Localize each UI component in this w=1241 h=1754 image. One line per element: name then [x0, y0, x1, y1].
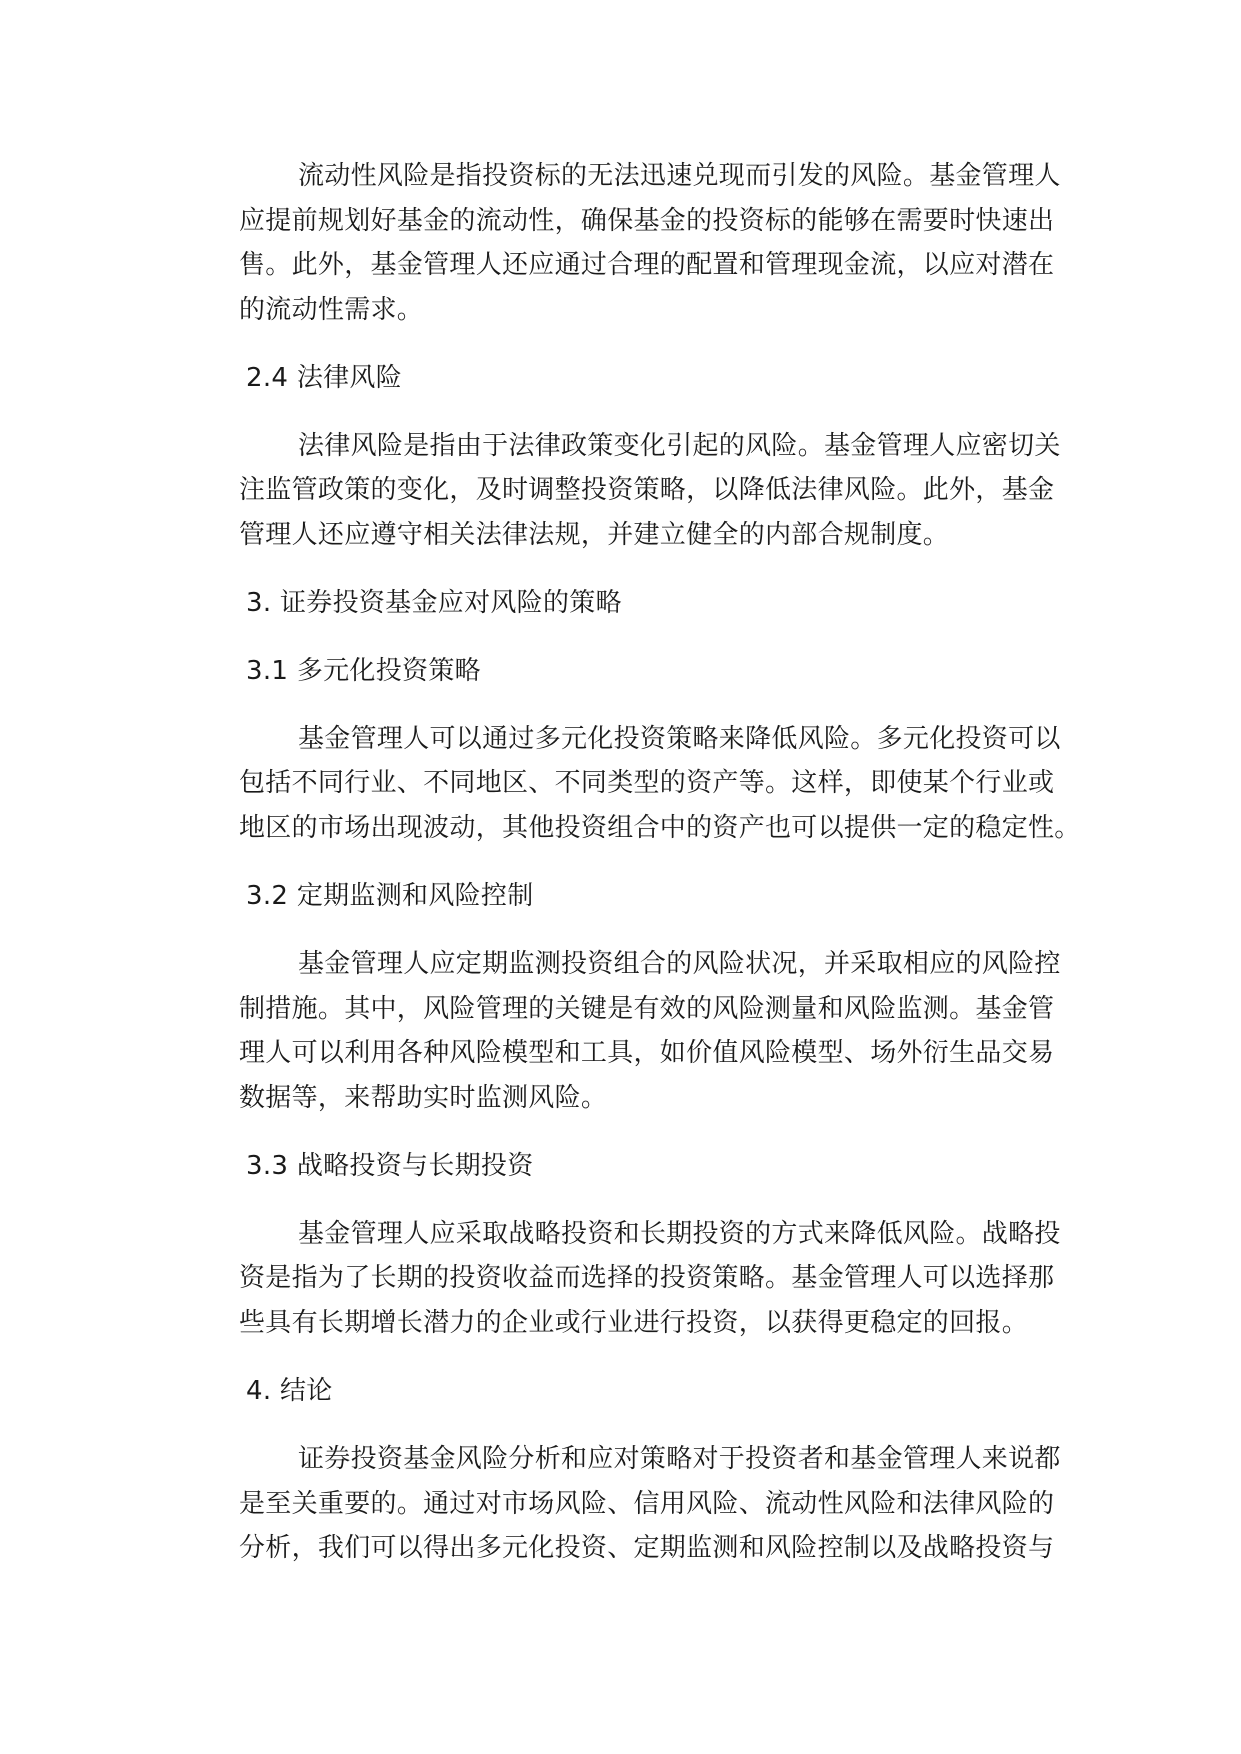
- paragraph-line: 法律风险是指由于法律政策变化引起的风险。基金管理人应密切关: [298, 430, 1061, 461]
- section-heading-3: 3. 证券投资基金应对风险的策略: [246, 587, 622, 618]
- paragraph-monitoring: [187, 942, 1067, 1120]
- paragraph-line: 应提前规划好基金的流动性，确保基金的投资标的能够在需要时快速出: [239, 205, 1055, 236]
- section-heading-3-2: 3.2 定期监测和风险控制: [246, 881, 534, 912]
- paragraph-line: 资是指为了长期的投资收益而选择的投资策略。基金管理人可以选择那: [239, 1263, 1055, 1294]
- paragraph-line: 地区的市场出现波动，其他投资组合中的资产也可以提供一定的稳定性。: [239, 813, 1081, 844]
- section-heading-2-4: 2.4 法律风险: [246, 362, 403, 393]
- paragraph-line: 分析，我们可以得出多元化投资、定期监测和风险控制以及战略投资与: [239, 1533, 1055, 1564]
- document-body: [187, 154, 1081, 1594]
- paragraph-line: 是至关重要的。通过对市场风险、信用风险、流动性风险和法律风险的: [239, 1488, 1055, 1519]
- section-heading-4: 4. 结论: [246, 1375, 333, 1406]
- paragraph-line: 理人可以利用各种风险模型和工具，如价值风险模型、场外衍生品交易: [239, 1038, 1055, 1069]
- paragraph-line: 流动性风险是指投资标的无法迅速兑现而引发的风险。基金管理人: [298, 161, 1061, 191]
- paragraph-line: 数据等，来帮助实时监测风险。: [239, 1082, 608, 1113]
- paragraph-line: 基金管理人可以通过多元化投资策略来降低风险。多元化投资可以: [298, 723, 1061, 754]
- paragraph-line: 管理人还应遵守相关法律法规，并建立健全的内部合规制度。: [239, 519, 950, 550]
- paragraph-line: 基金管理人应采取战略投资和长期投资的方式来降低风险。战略投: [298, 1218, 1061, 1249]
- paragraph-conclusion: [187, 1437, 1067, 1571]
- paragraph-liquidity-risk: [187, 154, 1067, 332]
- paragraph-line: 些具有长期增长潜力的企业或行业进行投资，以获得更稳定的回报。: [239, 1307, 1029, 1338]
- section-heading-3-1: 3.1 多元化投资策略: [246, 655, 481, 686]
- paragraph-line: 基金管理人应定期监测投资组合的风险状况，并采取相应的风险控: [298, 949, 1061, 980]
- paragraph-line: 的流动性需求。: [239, 294, 424, 325]
- paragraph-diversification: [187, 717, 1081, 851]
- paragraph-strategic-investment: [187, 1212, 1067, 1346]
- paragraph-line: 包括不同行业、不同地区、不同类型的资产等。这样，即使某个行业或: [239, 768, 1055, 799]
- paragraph-line: 注监管政策的变化，及时调整投资策略，以降低法律风险。此外，基金: [239, 475, 1055, 506]
- paragraph-legal-risk: [187, 424, 1067, 558]
- paragraph-line: 证券投资基金风险分析和应对策略对于投资者和基金管理人来说都: [298, 1443, 1061, 1474]
- paragraph-line: 制措施。其中，风险管理的关键是有效的风险测量和风险监测。基金管: [239, 993, 1055, 1024]
- section-heading-3-3: 3.3 战略投资与长期投资: [246, 1150, 534, 1181]
- paragraph-line: 售。此外，基金管理人还应通过合理的配置和管理现金流，以应对潜在: [239, 250, 1055, 281]
